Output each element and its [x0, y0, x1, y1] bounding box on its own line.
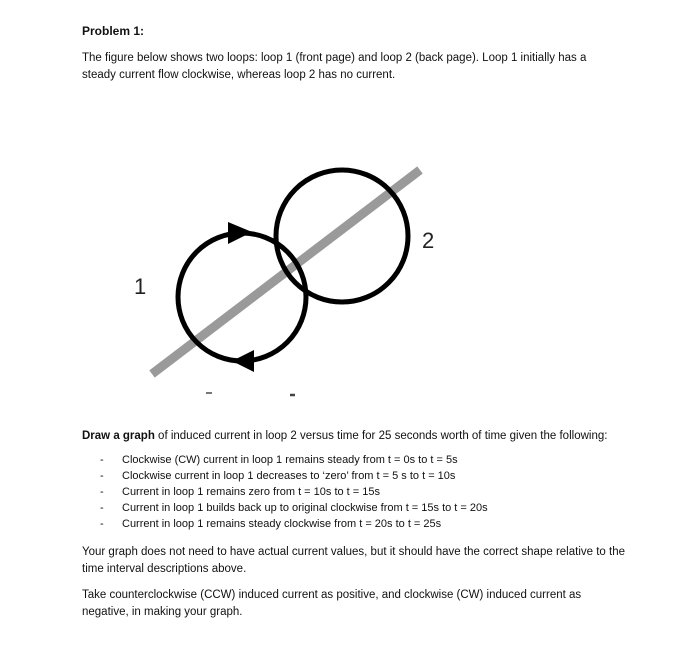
sign-note: Take counterclockwise (CCW) induced current as positive, and clockwise (CW) induced current as negative, in making your graph. [82, 589, 582, 618]
loop-2-circle [276, 170, 408, 302]
loop-1-circle [178, 233, 306, 361]
list-item [100, 500, 620, 516]
list-item [100, 516, 620, 532]
loop-2-label: 2 [422, 228, 435, 253]
list-item [100, 484, 620, 500]
list-item [100, 452, 620, 468]
task-bold-lead: Draw a graph [82, 430, 155, 442]
task-instruction [82, 428, 642, 445]
loop-1-label: 1 [134, 274, 147, 299]
bullet-marker: - [100, 486, 104, 498]
problem-intro: The figure below shows two loops: loop 1 (front page) and loop 2 (back page). Loop 1 initially has a steady current flow clockwise, whereas loop 2 has no current. [82, 52, 587, 81]
bullet-marker: - [100, 454, 104, 466]
task-rest: of induced current in loop 2 versus time for 25 seconds worth of time given the following: [154, 430, 608, 442]
list-item-text: Clockwise current in loop 1 decreases to ‘zero’ from t = 5 s to t = 10s [122, 470, 456, 482]
bullet-marker: - [100, 502, 104, 514]
list-item-text: Clockwise (CW) current in loop 1 remains steady from t = 0s to t = 5s [122, 454, 458, 466]
problem-title: Problem 1: [82, 24, 145, 38]
list-item-text: Current in loop 1 remains zero from t = 10s to t = 15s [122, 486, 381, 498]
list-item [100, 468, 620, 484]
condition-list [100, 452, 620, 532]
list-item-text: Current in loop 1 builds back up to original clockwise from t = 15s to t = 20s [122, 502, 488, 514]
bullet-marker: - [100, 518, 104, 530]
bullet-marker: - [100, 470, 104, 482]
shape-note: Your graph does not need to have actual current values, but it should have the correct shape relative to the time interval descriptions above. [82, 546, 625, 575]
loop-1-top-arrow-icon [228, 222, 252, 244]
two-loops-figure [120, 150, 460, 410]
loop-1-bottom-arrow-icon [232, 350, 254, 372]
list-item-text: Current in loop 1 remains steady clockwise from t = 20s to t = 25s [122, 518, 442, 530]
